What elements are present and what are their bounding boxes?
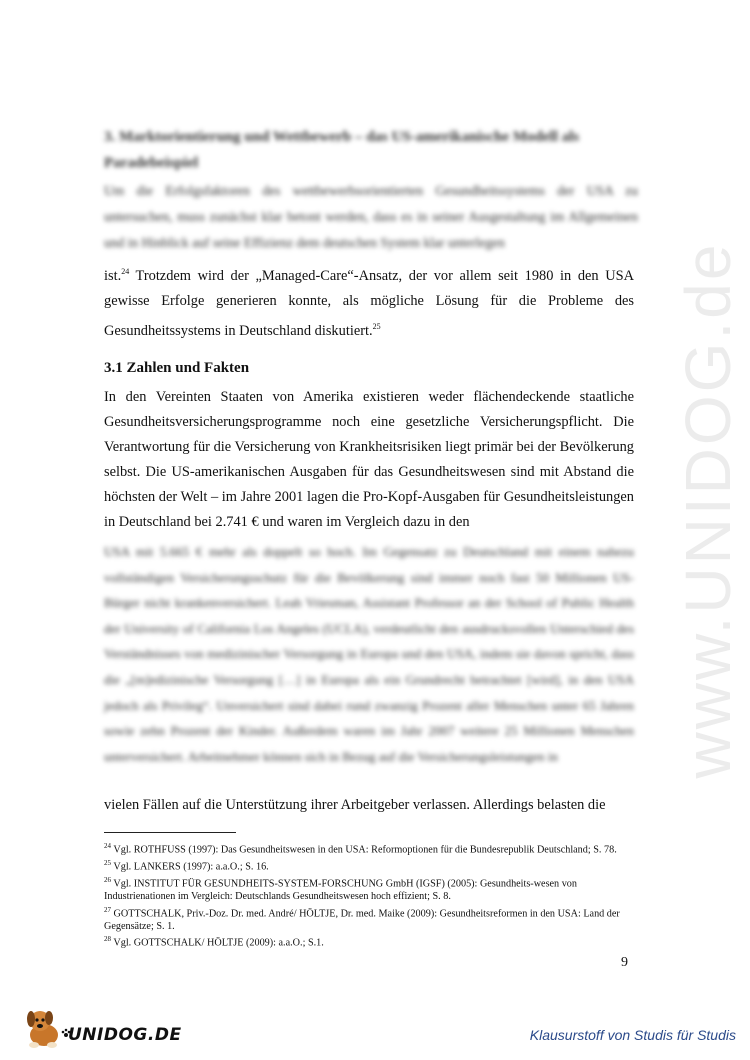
tagline: Klausurstoff von Studis für Studis [529,1027,736,1043]
section-heading: 3.1 Zahlen und Fakten [104,360,250,376]
footnote-ref-25: 25 [372,321,381,331]
blurred-body-paragraph: USA mit 5.665 € mehr als doppelt so hoch. Im Gegensatz zu Deutschland mit einem nahezu vollständigen Versicherungsschutz für die Bevölkerung sind immer noch fast 50 Millionen US-Bürger nicht krankenversichert. Leah Vriesman, Assistant Professor an der School of Public Health der University of California Los Angeles (UCLA), verdeutlicht den ausdrucksvollen Unterschied des Verständnisses von medizinischer Versorgung in Europa und den USA, indem sie davon spricht, dass die „[m]edizinische Versorgung […] in Europa als ein Grundrecht betrachtet [wird], in den USA jedoch als Privileg“. Unversichert sind dabei rund zwanzig Prozent aller Menschen unter 65 Jahren sowie zehn Prozent der Kinder. Außerdem waren im Jahr 2007 weitere 25 Millionen Menschen unterversichert. Arbeitnehmer können sich in Bezug auf die Versicherungsleistungen in [104,544,634,764]
footnotes [104,840,634,950]
footnote-divider [104,832,236,833]
unidog-logo[interactable] [20,1005,182,1051]
logo-text: UNIDOG.DE [68,1025,182,1045]
dog-icon [20,1005,72,1051]
footnote: $^{27}$ GOTTSCHALK, Priv.-Doz. Dr. med. André/ HÖLTJE, Dr. med. Maike (2009): Gesundheitsreformen in den USA: Land der Gegensätze; S. 1. [104,905,620,932]
paragraph-lead: ist. [104,267,122,284]
paragraph-facts: In den Vereinten Staaten von Amerika existieren weder flächendeckende staatliche Gesundheitsversicherungsprogramme noch eine gesetzliche Versicherungspflicht. Die Verantwortung für die Versicherung von Krankheitsrisiken liegt primär bei der Bevölkerung selbst. Die US-amerikanischen Ausgaben für das Gesundheitswesen sind mit Abstand die höchsten der Welt – im Jahre 2001 lagen die Pro-Kopf-Ausgaben für Gesundheitsleistungen in Deutschland bei 2.741 € und waren im Vergleich dazu in den [104,389,634,530]
paragraph-continued: vielen Fällen auf die Unterstützung ihrer Arbeitgeber verlassen. Allerdings belasten die [104,797,606,813]
paragraph-managed-care [104,259,634,344]
footnote: $^{25}$ Vgl. LANKERS (1997): a.a.O.; S. 16. [104,858,269,873]
paragraph-text: Trotzdem wird der „Managed-Care“-Ansatz, der vor allem seit 1980 in den USA gewisse Erfolge generieren konnte, als mögliche Lösung für die Probleme des Gesundheitssystems in Deutschland diskutiert. [104,267,634,339]
footnote: $^{26}$ Vgl. INSTITUT FÜR GESUNDHEITS-SYSTEM-FORSCHUNG GmbH (IGSF) (2005): Gesundheits-wesen von Industrienationen im Vergleich: Deutschlands Gesundheitswesen hoch effizient; S. 8. [104,875,577,902]
footnote: $^{28}$ Vgl. GOTTSCHALK/ HÖLTJE (2009): a.a.O.; S.1. [104,935,324,949]
blurred-intro-paragraph: Um die Erfolgsfaktoren des wettbewerbsorientierten Gesundheitssystems der USA zu untersuchen, muss zunächst klar betont werden, dass es in seiner Ausgestaltung im Allgemeinen und in Hinblick auf seine Effizienz dem deutschen System klar unterlegen [104,183,638,250]
page-number: 9 [621,955,628,970]
chapter-heading: 3. Marktorientierung und Wettbewerb – das US-amerikanische Modell als Paradebeispiel [104,129,580,171]
footnote: $^{24}$ Vgl. ROTHFUSS (1997): Das Gesundheitswesen in den USA: Reformoptionen für die Bundesrepublik Deutschland; S. 78. [104,842,617,856]
watermark: www.UNIDOG.de [672,241,744,779]
footnote-ref-24: 24 [121,267,130,276]
